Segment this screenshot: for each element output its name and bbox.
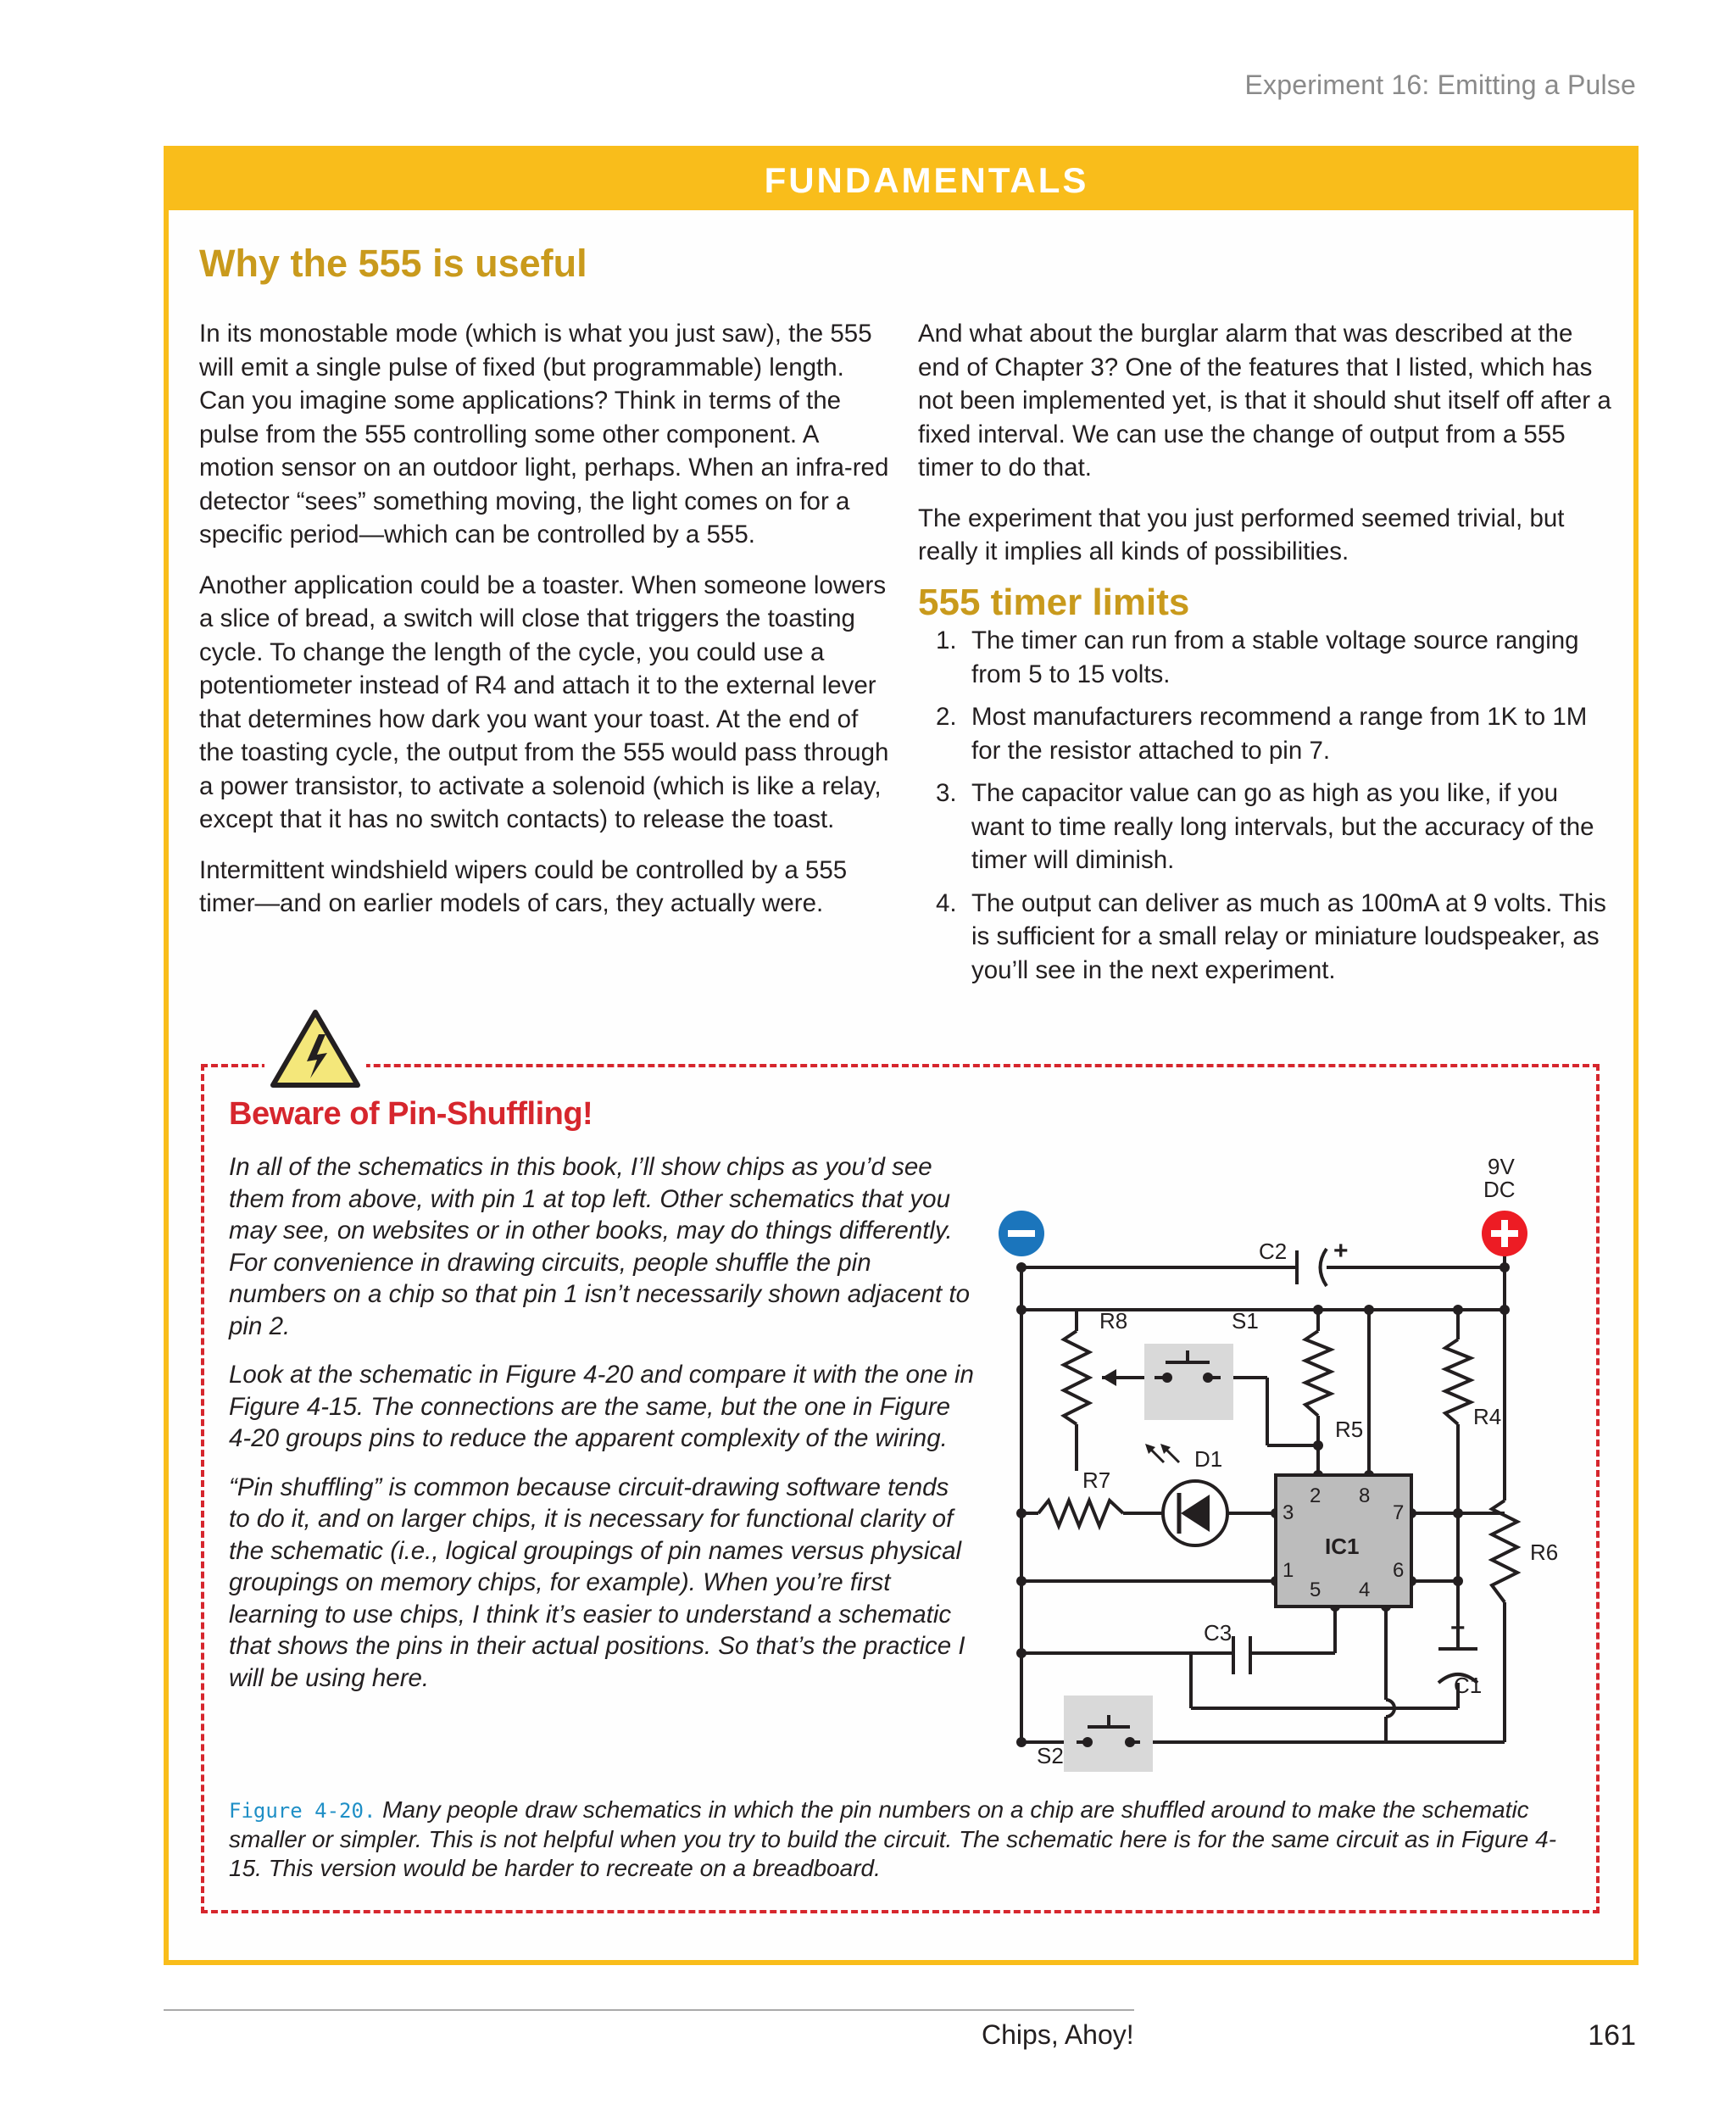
s2-switch-background — [1064, 1696, 1153, 1772]
list-item — [918, 700, 1613, 767]
supply-label-9v: 9V — [1488, 1154, 1515, 1179]
limits-list — [918, 624, 1613, 987]
c1-plus-label: + — [1450, 1614, 1466, 1642]
list-number: 2. — [936, 703, 957, 731]
list-text: The output can deliver as much as 100mA at 9 volts. This is sufficient for a small relay or miniature loudspeaker, as you’ll see in the next experiment. — [971, 888, 1606, 984]
right-column — [918, 317, 1613, 996]
list-item — [918, 887, 1613, 988]
left-column — [199, 317, 894, 938]
figure-caption-text: Many people draw schematics in which the pin numbers on a chip are shuffled around to make the schematic smaller or simpler. This is not helpful when you try to build the circuit. The schematic here is for the same circuit as in Figure 4-15. This version would be harder to recreate on a breadboard. — [229, 1796, 1557, 1881]
high-voltage-warning-icon — [270, 1009, 361, 1089]
pin-5-label: 5 — [1310, 1579, 1321, 1601]
s2-label: S2 — [1037, 1743, 1064, 1768]
paragraph: Look at the schematic in Figure 4-20 and compare it with the one in Figure 4-15. The connections are the same, but the one in Figure 4-20 groups pins to reduce the apparent complexity of the wiring. — [229, 1361, 974, 1452]
list-text: The capacitor value can go as high as you like, if you want to time really long intervals, but the accuracy of the timer will diminish. — [971, 779, 1594, 874]
supply-label-dc: DC — [1483, 1177, 1516, 1202]
pin-8-label: 8 — [1359, 1484, 1371, 1507]
ic1-label: IC1 — [1325, 1534, 1360, 1559]
pin-6-label: 6 — [1393, 1559, 1405, 1582]
list-item — [918, 624, 1613, 691]
pin-3-label: 3 — [1283, 1501, 1294, 1524]
paragraph: In all of the schematics in this book, I’ll show chips as you’d see them from above, with pin 1 at top left. Other schematics that you may see, on websites or in other books, may do things differently. For convenience in drawing circuits, people shuffle the pin numbers on a chip so that pin 1 isn’t necessarily shown adjacent to pin 2. — [229, 1153, 971, 1340]
d1-label: D1 — [1194, 1446, 1223, 1472]
running-head: Experiment 16: Emitting a Pulse — [1244, 70, 1636, 100]
pin-2-label: 2 — [1310, 1484, 1321, 1507]
figure-label: Figure 4-20. — [229, 1799, 376, 1823]
c2-capacitor-symbol — [1297, 1249, 1327, 1286]
r5-label: R5 — [1335, 1417, 1364, 1442]
list-number: 1. — [936, 626, 957, 654]
figure-caption — [229, 1796, 1577, 1883]
c3-capacitor-symbol — [1233, 1636, 1250, 1674]
warning-text — [229, 1151, 975, 1711]
pin-1-label: 1 — [1283, 1559, 1294, 1582]
r8-wiper-arrow — [1102, 1369, 1116, 1386]
limits-title: 555 timer limits — [918, 581, 1190, 623]
r8-label: R8 — [1099, 1308, 1128, 1334]
paragraph: Intermittent windshield wipers could be controlled by a 555 timer—and on earlier models of cars, they actually were. — [199, 855, 848, 917]
r7-label: R7 — [1082, 1467, 1111, 1493]
section-title: Why the 555 is useful — [199, 242, 587, 285]
list-number: 4. — [936, 888, 957, 917]
pin-7-label: 7 — [1393, 1501, 1405, 1524]
list-text: The timer can run from a stable voltage source ranging from 5 to 15 volts. — [971, 626, 1579, 688]
paragraph: The experiment that you just performed seemed trivial, but really it implies all kinds of possibilities. — [918, 504, 1565, 565]
s1-label: S1 — [1232, 1308, 1259, 1334]
paragraph: In its monostable mode (which is what you just saw), the 555 will emit a single pulse of fixed (but programmable) length. Can you imagine some applications? Think in terms of the pulse from the 555 controlling some other component. A motion sensor on an outdoor light, perhaps. When an infra-red detector “sees” something moving, the light comes on for a specific period—which can be controlled by a 555. — [199, 320, 889, 548]
page-number: 161 — [1588, 2019, 1636, 2052]
positive-terminal-icon — [1482, 1211, 1527, 1256]
paragraph: “Pin shuffling” is common because circuit-drawing software tends to do it, and on larger chips, it is necessary for functional clarity of the schematic (i.e., logical groupings of pin names versus physical groupings on memory chips, for example). When you’re first learning to use chips, I think it’s easier to understand a schematic that shows the pins in their actual positions. So that’s the practice I will be using here. — [229, 1473, 965, 1692]
warning-title: Beware of Pin-Shuffling! — [229, 1096, 593, 1132]
negative-terminal-icon — [999, 1211, 1044, 1256]
paragraph: And what about the burglar alarm that was described at the end of Chapter 3? One of the features that I listed, which has not been implemented yet, is that it should shut itself off after a fixed interval. We can use the change of output from a 555 timer to do that. — [918, 320, 1611, 482]
schematic-figure-4-20 — [988, 1089, 1559, 1776]
c3-label: C3 — [1204, 1620, 1232, 1645]
pin-4-label: 4 — [1359, 1579, 1371, 1601]
fundamentals-header: FUNDAMENTALS — [169, 151, 1633, 210]
r6-label: R6 — [1530, 1540, 1559, 1565]
c2-plus-label: + — [1333, 1237, 1349, 1265]
list-item — [918, 777, 1613, 877]
footer-chapter: Chips, Ahoy! — [982, 2019, 1134, 2050]
list-text: Most manufacturers recommend a range from 1K to 1M for the resistor attached to pin 7. — [971, 703, 1588, 765]
footer-rule — [164, 2009, 1134, 2011]
paragraph: Another application could be a toaster. When someone lowers a slice of bread, a switch will close that triggers the toasting cycle. To change the length of the cycle, you could use a potentiometer instead of R4 and attach it to the external lever that determines how dark you want your toast. At the end of the toasting cycle, the output from the 555 would pass through a power transistor, to activate a solenoid (which is like a relay, except that it has no switch contacts) to release the toast. — [199, 571, 889, 833]
c2-label: C2 — [1259, 1239, 1288, 1264]
c1-label: C1 — [1454, 1673, 1483, 1698]
list-number: 3. — [936, 779, 957, 807]
r4-label: R4 — [1473, 1404, 1502, 1429]
wires — [1021, 1246, 1505, 1742]
